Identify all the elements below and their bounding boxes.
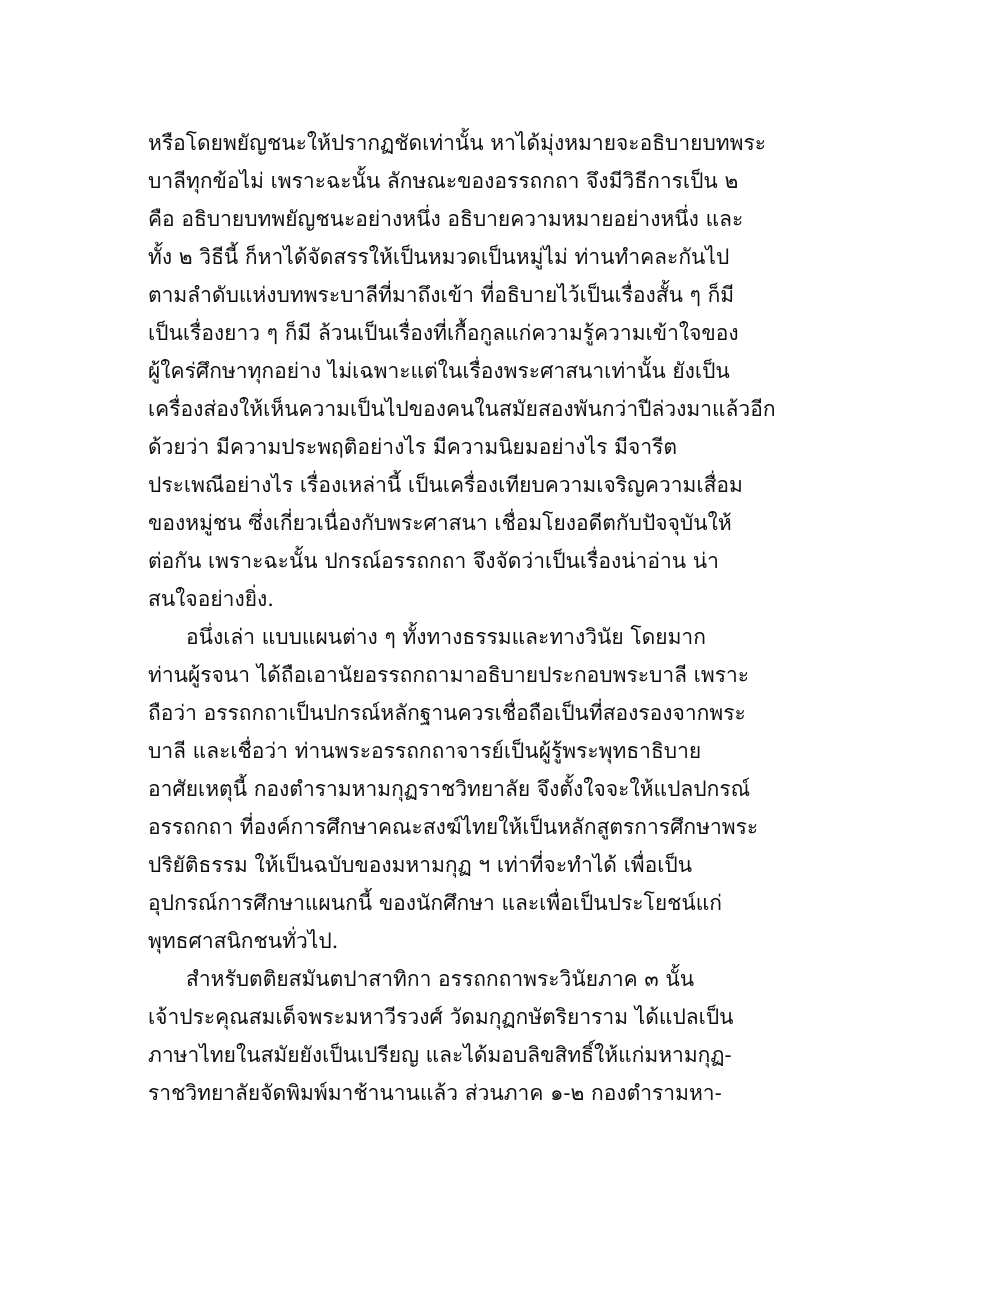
- text-line: ผู้ใคร่ศึกษาทุกอย่าง ไม่เฉพาะแต่ในเรื่องพระศาสนาเท่านั้น ยังเป็น: [148, 359, 730, 383]
- text-line: คือ อธิบายบทพยัญชนะอย่างหนึ่ง อธิบายความหมายอย่างหนึ่ง และ: [148, 207, 744, 231]
- text-line: ด้วยว่า มีความประพฤติอย่างไร มีความนิยมอย่างไร มีจารีต: [148, 435, 678, 459]
- text-line: ต่อกัน เพราะฉะนั้น ปกรณ์อรรถกถา จึงจัดว่าเป็นเรื่องน่าอ่าน น่า: [148, 549, 719, 573]
- text-line: ปริยัติธรรม ให้เป็นฉบับของมหามกุฏ ฯ เท่าที่จะทำได้ เพื่อเป็น: [148, 853, 693, 877]
- text-line: ท่านผู้รจนา ได้ถือเอานัยอรรถกถามาอธิบายประกอบพระบาลี เพราะ: [148, 663, 750, 687]
- body-text: [148, 124, 776, 1112]
- text-line: สนใจอย่างยิ่ง.: [148, 587, 274, 611]
- text-line: ถือว่า อรรถกถาเป็นปกรณ์หลักฐานควรเชื่อถือเป็นที่สองรองจากพระ: [148, 701, 746, 725]
- text-line: เป็นเรื่องยาว ๆ ก็มี ล้วนเป็นเรื่องที่เกื้อกูลแก่ความรู้ความเข้าใจของ: [148, 321, 739, 345]
- text-line: ราชวิทยาลัยจัดพิมพ์มาช้านานแล้ว ส่วนภาค ๑-๒ กองตำรามหา-: [148, 1081, 722, 1105]
- text-line: อรรถกถา ที่องค์การศึกษาคณะสงฆ์ไทยให้เป็นหลักสูตรการศึกษาพระ: [148, 815, 759, 839]
- text-line: ของหมู่ชน ซึ่งเกี่ยวเนื่องกับพระศาสนา เชื่อมโยงอดีตกับปัจจุบันให้: [148, 511, 732, 535]
- text-line: อนึ่งเล่า แบบแผนต่าง ๆ ทั้งทางธรรมและทางวินัย โดยมาก: [186, 625, 706, 649]
- text-line: ประเพณีอย่างไร เรื่องเหล่านี้ เป็นเครื่องเทียบความเจริญความเสื่อม: [148, 473, 743, 497]
- paragraph-3: [148, 960, 748, 1112]
- paragraph-2: [148, 618, 759, 960]
- text-line: สำหรับตติยสมันตปาสาทิกา อรรถกถาพระวินัยภาค ๓ นั้น: [186, 967, 695, 991]
- text-line: เจ้าประคุณสมเด็จพระมหาวีรวงศ์ วัดมกุฏกษัตริยาราม ได้แปลเป็น: [148, 1005, 734, 1029]
- text-line: อาศัยเหตุนี้ กองตำรามหามกุฏราชวิทยาลัย จึงตั้งใจจะให้แปลปกรณ์: [148, 777, 751, 801]
- paragraph-1: [148, 124, 776, 618]
- text-line: ภาษาไทยในสมัยยังเป็นเปรียญ และได้มอบลิขสิทธิ์ให้แก่มหามกุฏ-: [148, 1043, 732, 1067]
- text-line: เครื่องส่องให้เห็นความเป็นไปของคนในสมัยสองพันกว่าปีล่วงมาแล้วอีก: [148, 397, 776, 421]
- text-line: หรือโดยพยัญชนะให้ปรากฏชัดเท่านั้น หาได้มุ่งหมายจะอธิบายบทพระ: [148, 131, 767, 155]
- text-line: ทั้ง ๒ วิธีนี้ ก็หาได้จัดสรรให้เป็นหมวดเป็นหมู่ไม่ ท่านทำคละกันไป: [148, 245, 730, 269]
- text-line: บาลี และเชื่อว่า ท่านพระอรรถกถาจารย์เป็นผู้รู้พระพุทธาธิบาย: [148, 739, 702, 763]
- text-line: พุทธศาสนิกชนทั่วไป.: [148, 929, 339, 953]
- text-line: บาลีทุกข้อไม่ เพราะฉะนั้น ลักษณะของอรรถกถา จึงมีวิธีการเป็น ๒: [148, 169, 739, 193]
- text-line: อุปกรณ์การศึกษาแผนกนี้ ของนักศึกษา และเพื่อเป็นประโยชน์แก่: [148, 891, 722, 915]
- text-line: ตามลำดับแห่งบทพระบาลีที่มาถึงเข้า ที่อธิบายไว้เป็นเรื่องสั้น ๆ ก็มี: [148, 283, 735, 307]
